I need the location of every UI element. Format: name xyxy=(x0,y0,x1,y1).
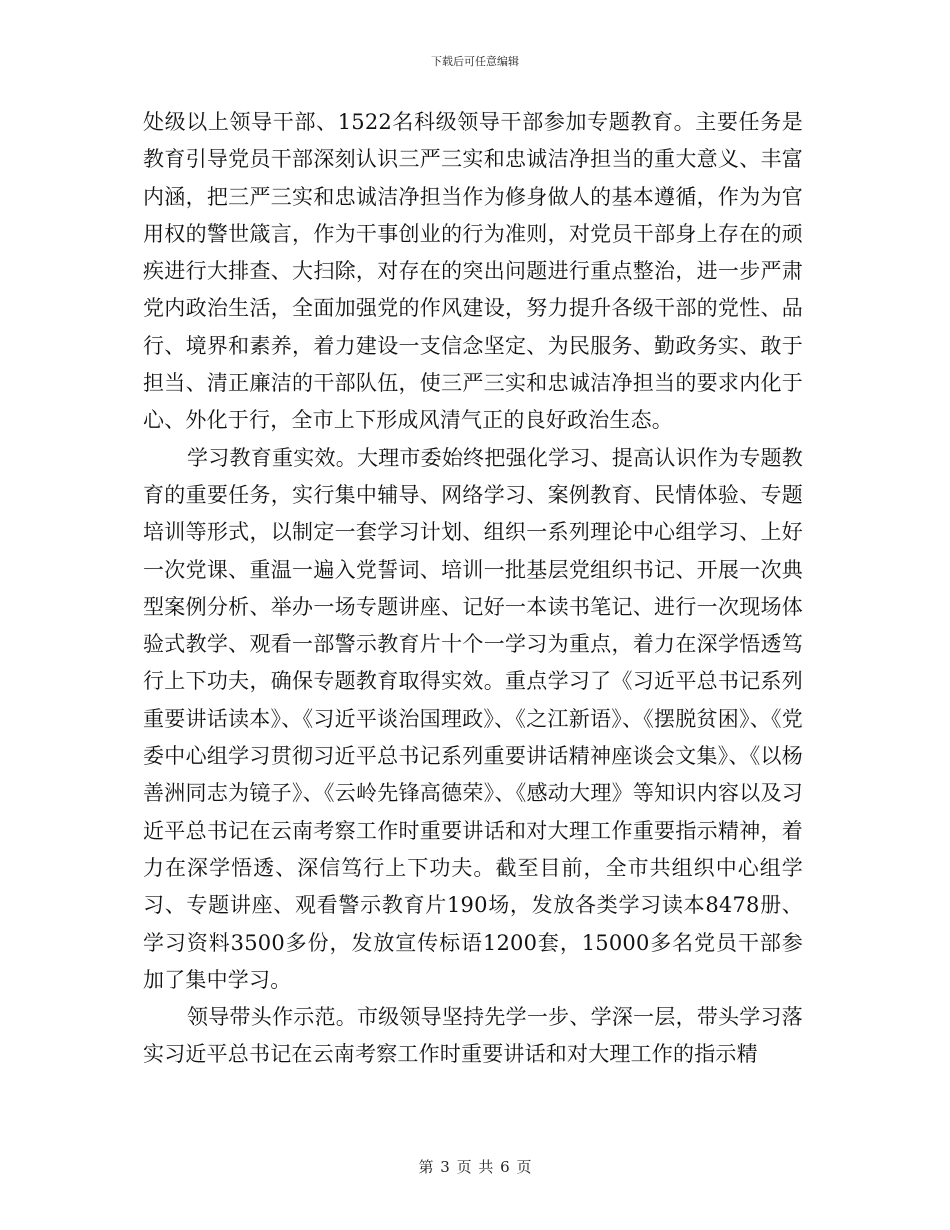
page-header: 下载后可任意编辑 xyxy=(431,55,519,68)
paragraph-study-education: 学习教育重实效。大理市委始终把强化学习、提高认识作为专题教育的重要任务，实行集中辅导、网络学习、案例教育、民情体验、专题培训等形式，以制定一套学习计划、组织一系列理论中心组学习、上好一次党课、重温一遍入党誓词、培训一批基层党组织书记、开展一次典型案例分析、举办一场专题讲座、记好一本读书笔记、进行一次现场体验式教学、观看一部警示教育片十个一学习为重点，着力在深学悟透笃行上下功夫，确保专题教育取得实效。重点学习了《习近平总书记系列重要讲话读本》、《习近平谈治国理政》、《之江新语》、《摆脱贫困》、《党委中心组学习贯彻习近平总书记系列重要讲话精神座谈会文集》、《以杨善洲同志为镜子》、《云岭先锋高德荣》、《感动大理》等知识内容以及习近平总书记在云南考察工作时重要讲话和对大理工作重要指示精神，着力在深学悟透、深信笃行上下功夫。截至目前，全市共组织中心组学习、专题讲座、观看警示教育片190场，发放各类学习读本8478册、学习资料3500多份，发放宣传标语1200套，15000多名党员干部参加了集中学习。 xyxy=(143,445,803,992)
paragraph-leadership-example: 领导带头作示范。市级领导坚持先学一步、学深一层，带头学习落实习近平总书记在云南考察工作时重要讲话和对大理工作的指示精 xyxy=(143,1005,803,1067)
document-body xyxy=(143,104,803,1074)
paragraph-continued: 处级以上领导干部、1522名科级领导干部参加专题教育。主要任务是教育引导党员干部深刻认识三严三实和忠诚洁净担当的重大意义、丰富内涵，把三严三实和忠诚洁净担当作为修身做人的基本遵循，作为为官用权的警世箴言，作为干事创业的行为准则，对党员干部身上存在的顽疾进行大排查、大扫除，对存在的突出问题进行重点整治，进一步严肃党内政治生活，全面加强党的作风建设，努力提升各级干部的党性、品行、境界和素养，着力建设一支信念坚定、为民服务、勤政务实、敢于担当、清正廉洁的干部队伍，使三严三实和忠诚洁净担当的要求内化于心、外化于行，全市上下形成风清气正的良好政治生态。 xyxy=(143,110,803,433)
page-number-footer: 第 3 页 共 6 页 xyxy=(418,1158,532,1176)
